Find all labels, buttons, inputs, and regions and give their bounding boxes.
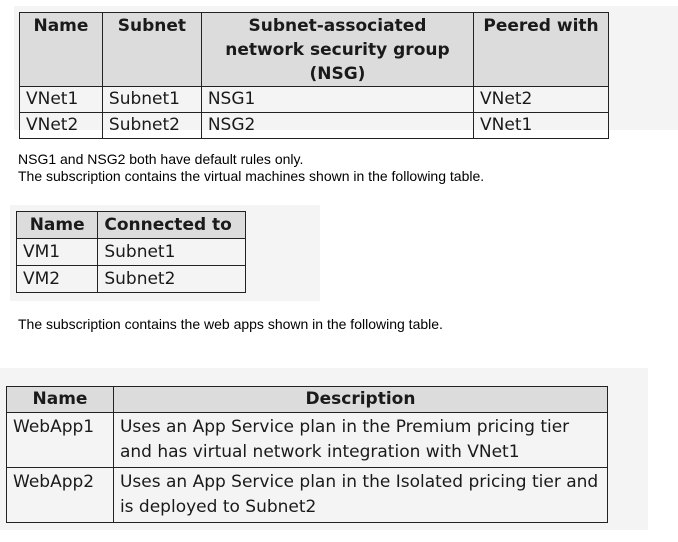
- table-cell: NSG1: [201, 87, 473, 113]
- table-cell: VM1: [17, 239, 98, 266]
- column-header-name: Name: [20, 13, 103, 87]
- table-row: [7, 413, 608, 468]
- table-cell: WebApp2: [7, 468, 114, 523]
- table-cell: Subnet2: [102, 113, 201, 139]
- note-nsg-default-rules: NSG1 and NSG2 both have default rules only.: [18, 151, 304, 167]
- table-cell: Subnet1: [98, 239, 246, 266]
- table-header-row: [20, 13, 609, 87]
- table-row: [20, 87, 609, 113]
- table-cell: VM2: [17, 266, 98, 293]
- vnet-table: [19, 12, 609, 139]
- column-header-connected-to: Connected to: [98, 212, 246, 239]
- column-header-nsg: Subnet-associated network security group (NSG): [201, 13, 473, 87]
- column-header-description: Description: [113, 387, 607, 413]
- note-webapp-table-intro: The subscription contains the web apps shown in the following table.: [18, 316, 443, 332]
- column-header-subnet: Subnet: [102, 13, 201, 87]
- table-row: [20, 113, 609, 139]
- table-cell: VNet2: [474, 87, 609, 113]
- table-header-row: [17, 212, 246, 239]
- table-row: [17, 239, 246, 266]
- table-row: [17, 266, 246, 293]
- table-cell: Subnet2: [98, 266, 246, 293]
- column-header-peered-with: Peered with: [474, 13, 609, 87]
- vm-table: [16, 211, 246, 293]
- table-row: [7, 468, 608, 523]
- table-cell: Uses an App Service plan in the Premium pricing tier and has virtual network integration with VNet1: [113, 413, 607, 468]
- note-vm-table-intro: The subscription contains the virtual machines shown in the following table.: [18, 168, 485, 184]
- column-header-name: Name: [17, 212, 98, 239]
- webapp-table: [6, 386, 608, 523]
- table-cell: VNet1: [20, 87, 103, 113]
- table-cell: Uses an App Service plan in the Isolated pricing tier and is deployed to Subnet2: [113, 468, 607, 523]
- column-header-name: Name: [7, 387, 114, 413]
- table-cell: Subnet1: [102, 87, 201, 113]
- table-cell: VNet1: [474, 113, 609, 139]
- table-cell: WebApp1: [7, 413, 114, 468]
- table-cell: NSG2: [201, 113, 473, 139]
- table-cell: VNet2: [20, 113, 103, 139]
- table-header-row: [7, 387, 608, 413]
